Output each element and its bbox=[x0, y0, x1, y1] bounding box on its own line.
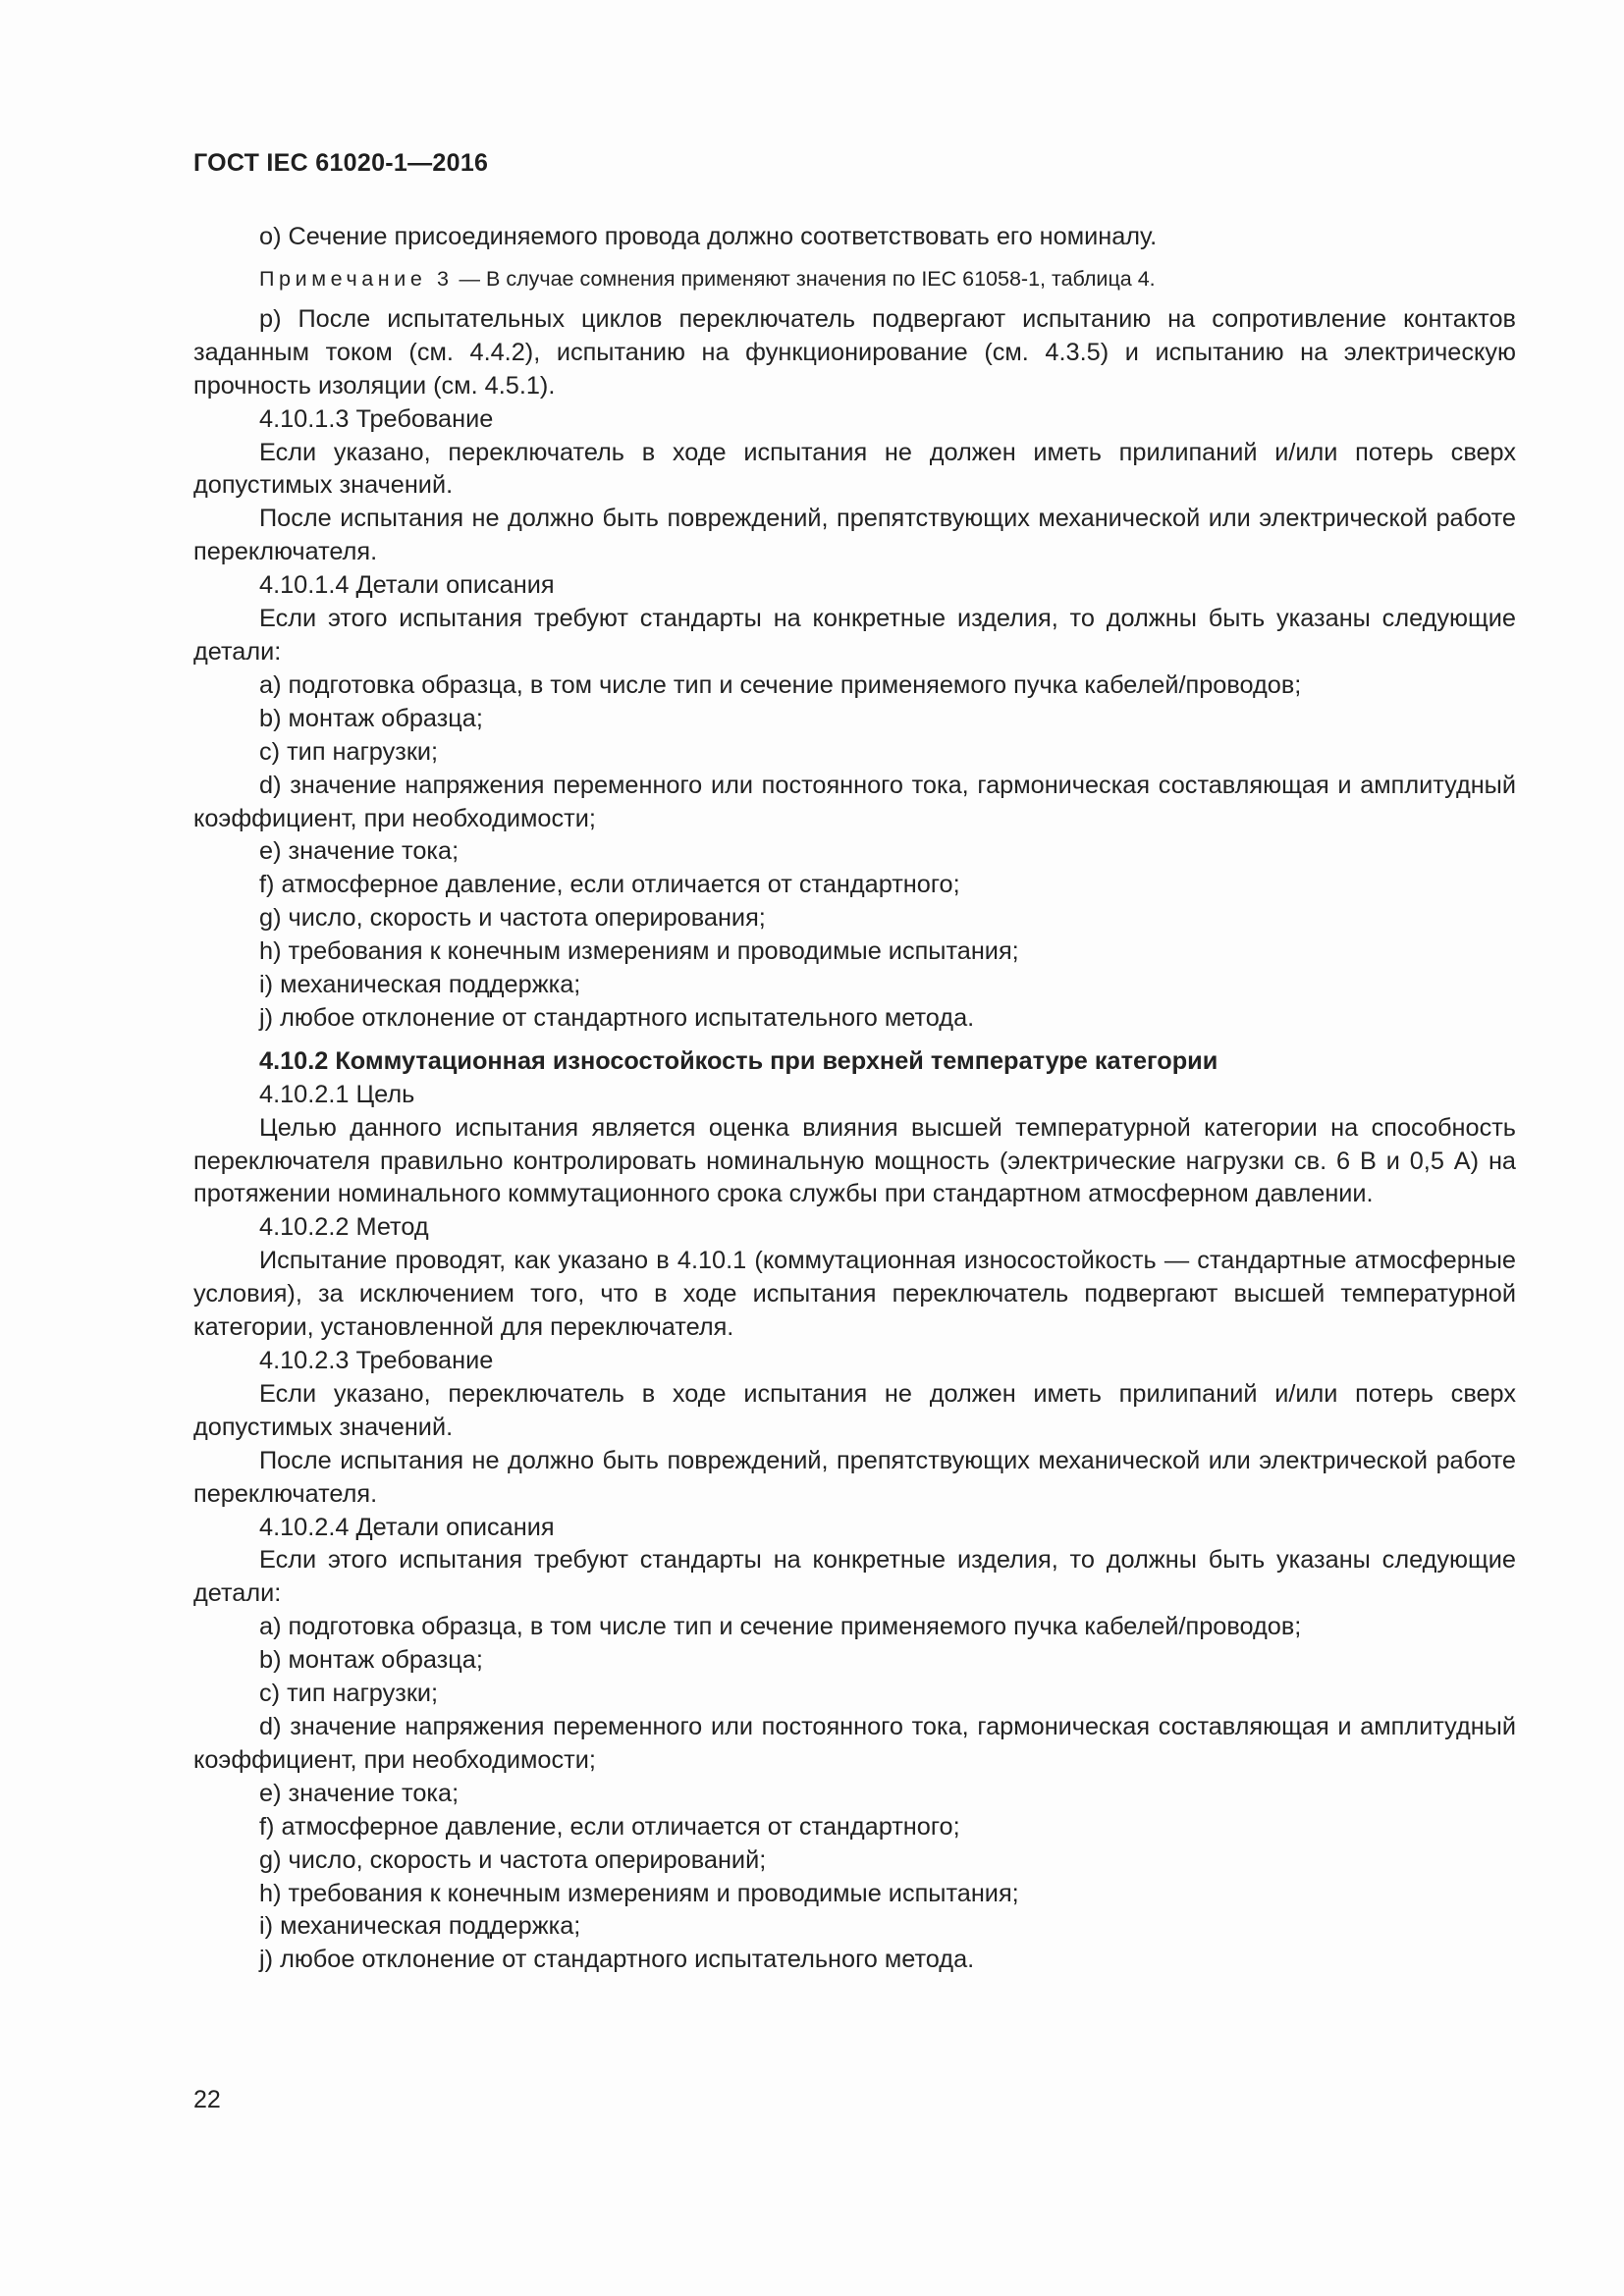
list-item: g) число, скорость и частота оперирования; bbox=[259, 904, 766, 933]
paragraph: После испытания не должно быть повреждений, препятствующих механической или электрической работе переключателя. bbox=[193, 505, 1516, 566]
list-item: h) требования к конечным измерениям и проводимые испытания; bbox=[259, 937, 1019, 966]
heading-4-10-2-2: 4.10.2.2 Метод bbox=[259, 1213, 429, 1242]
heading-4-10-2: 4.10.2 Коммутационная износостойкость при верхней температуре категории bbox=[259, 1046, 1218, 1075]
paragraph: Если этого испытания требуют стандарты на конкретные изделия, то должны быть указаны следующие детали: bbox=[193, 1546, 1516, 1608]
list-item: c) тип нагрузки; bbox=[259, 1680, 439, 1708]
paragraph: Если указано, переключатель в ходе испытания не должен иметь прилипаний и/или потерь сверх допустимых значений. bbox=[193, 1379, 1516, 1441]
page-number: 22 bbox=[193, 2086, 221, 2113]
list-item: e) значение тока; bbox=[259, 837, 460, 866]
heading-4-10-2-3: 4.10.2.3 Требование bbox=[259, 1347, 494, 1374]
document-body bbox=[193, 221, 1516, 1977]
paragraph: Испытание проводят, как указано в 4.10.1 (коммутационная износостойкость — стандартные атмосферные условия), за исключением того, что в ходе испытания переключатель подвергают высшей температурной категории, установленной для переключателя. bbox=[193, 1247, 1516, 1342]
paragraph: Если указано, переключатель в ходе испытания не должен иметь прилипаний и/или потерь сверх допустимых значений. bbox=[193, 438, 1516, 500]
list-item: j) любое отклонение от стандартного испытательного метода. bbox=[259, 1003, 975, 1032]
heading-4-10-1-3: 4.10.1.3 Требование bbox=[259, 404, 494, 433]
list-item: a) подготовка образца, в том числе тип и сечение применяемого пучка кабелей/проводов; bbox=[259, 670, 1302, 699]
paragraph-p: p) После испытательных циклов переключатель подвергают испытанию на сопротивление контактов заданным током (см. 4.4.2), испытанию на функционирование (см. 4.3.5) и испытанию на электрическую прочность изоляции (см. 4.5.1). bbox=[193, 304, 1516, 400]
paragraph: Целью данного испытания является оценка влияния высшей температурной категории на способность переключателя правильно контролировать номинальную мощность (электрические нагрузки св. 6 В и 0,5 А) на протяжении номинального коммутационного срока службы при стандартном атмосферном давлении. bbox=[193, 1113, 1516, 1208]
list-item: i) механическая поддержка; bbox=[259, 971, 581, 999]
list-item: f) атмосферное давление, если отличается от стандартного; bbox=[259, 871, 960, 899]
note-label: Примечание 3 bbox=[259, 266, 454, 291]
heading-4-10-1-4: 4.10.1.4 Детали описания bbox=[259, 571, 555, 600]
list-item: a) подготовка образца, в том числе тип и сечение применяемого пучка кабелей/проводов; bbox=[259, 1613, 1302, 1641]
list-item: d) значение напряжения переменного или постоянного тока, гармоническая составляющая и амплитудный коэффициент, при необходимости; bbox=[193, 771, 1516, 832]
list-item: f) атмосферное давление, если отличается от стандартного; bbox=[259, 1812, 960, 1841]
list-item: e) значение тока; bbox=[259, 1779, 460, 1807]
list-item: c) тип нагрузки; bbox=[259, 737, 439, 766]
heading-4-10-2-4: 4.10.2.4 Детали описания bbox=[259, 1513, 555, 1541]
list-item: b) монтаж образца; bbox=[259, 1646, 483, 1675]
paragraph: Если этого испытания требуют стандарты на конкретные изделия, то должны быть указаны следующие детали: bbox=[193, 605, 1516, 666]
list-item: i) механическая поддержка; bbox=[259, 1912, 581, 1941]
list-item: d) значение напряжения переменного или постоянного тока, гармоническая составляющая и амплитудный коэффициент, при необходимости; bbox=[193, 1712, 1516, 1774]
list-item: g) число, скорость и частота оперирований; bbox=[259, 1845, 767, 1874]
list-item: b) монтаж образца; bbox=[259, 704, 483, 732]
list-item: j) любое отклонение от стандартного испытательного метода. bbox=[259, 1946, 975, 1974]
document-header: ГОСТ IEC 61020-1—2016 bbox=[193, 149, 489, 177]
paragraph-o: o) Сечение присоединяемого провода должно соответствовать его номиналу. bbox=[259, 223, 1158, 250]
list-item: h) требования к конечным измерениям и проводимые испытания; bbox=[259, 1879, 1019, 1907]
paragraph: После испытания не должно быть повреждений, препятствующих механической или электрической работе переключателя. bbox=[193, 1446, 1516, 1508]
note-text: — В случае сомнения применяют значения по IEC 61058-1, таблица 4. bbox=[453, 266, 1156, 291]
heading-4-10-2-1: 4.10.2.1 Цель bbox=[259, 1080, 415, 1108]
note-3 bbox=[193, 264, 1516, 294]
